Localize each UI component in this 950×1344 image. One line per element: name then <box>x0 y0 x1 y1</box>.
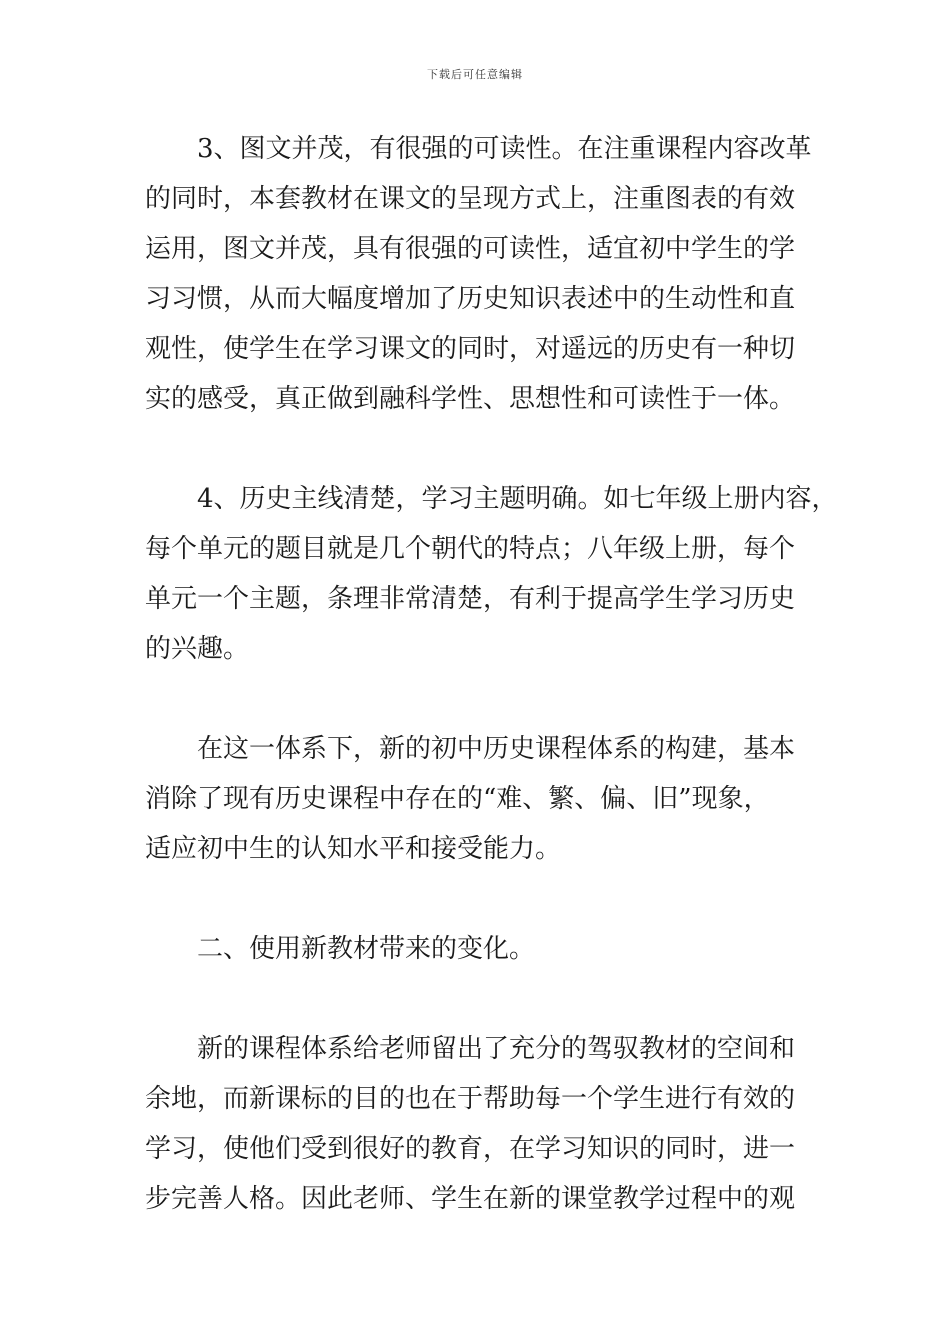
section-heading-text: 二、使用新教材带来的变化。 <box>197 934 536 964</box>
page-header-note: 下载后可任意编辑 <box>427 68 523 81</box>
paragraph-line: 适应初中生的认知水平和接受能力。 <box>145 834 562 864</box>
paragraph-line: 的兴趣。 <box>145 634 250 664</box>
section-heading <box>145 924 805 974</box>
document-body <box>145 124 838 1224</box>
paragraph-line: 观性，使学生在学习课文的同时，对遥远的历史有一种切 <box>145 334 796 364</box>
paragraph-line: 单元一个主题，条理非常清楚，有利于提高学生学习历史 <box>145 584 796 614</box>
paragraph-line: 余地，而新课标的目的也在于帮助每一个学生进行有效的 <box>145 1084 796 1114</box>
paragraph-line: 4、历史主线清楚，学习主题明确。如七年级上册内容， <box>197 484 838 514</box>
paragraph-feature-4 <box>145 474 838 674</box>
paragraph-line: 的同时，本套教材在课文的呈现方式上，注重图表的有效 <box>145 184 796 214</box>
paragraph-gap <box>145 674 805 724</box>
paragraph-line: 每个单元的题目就是几个朝代的特点；八年级上册，每个 <box>145 534 796 564</box>
paragraph-line: 运用，图文并茂，具有很强的可读性，适宜初中学生的学 <box>145 234 796 264</box>
paragraph-line: 新的课程体系给老师留出了充分的驾驭教材的空间和 <box>197 1034 796 1064</box>
paragraph-gap <box>145 974 805 1024</box>
paragraph-line: 3、图文并茂，有很强的可读性。在注重课程内容改革 <box>197 134 812 164</box>
paragraph-line: 步完善人格。因此老师、学生在新的课堂教学过程中的观 <box>145 1184 796 1214</box>
paragraph-line: 在这一体系下，新的初中历史课程体系的构建，基本 <box>197 734 796 764</box>
paragraph-line: 消除了现有历史课程中存在的“难、繁、偏、旧”现象， <box>145 784 770 814</box>
paragraph-line: 实的感受，真正做到融科学性、思想性和可读性于一体。 <box>145 384 796 414</box>
paragraph-system-summary <box>145 724 805 874</box>
paragraph-new-curriculum <box>145 1024 805 1224</box>
paragraph-gap <box>145 874 805 924</box>
paragraph-feature-3 <box>145 124 812 424</box>
paragraph-line: 习习惯，从而大幅度增加了历史知识表述中的生动性和直 <box>145 284 796 314</box>
paragraph-line: 学习，使他们受到很好的教育，在学习知识的同时，进一 <box>145 1134 796 1164</box>
paragraph-gap <box>145 424 805 474</box>
